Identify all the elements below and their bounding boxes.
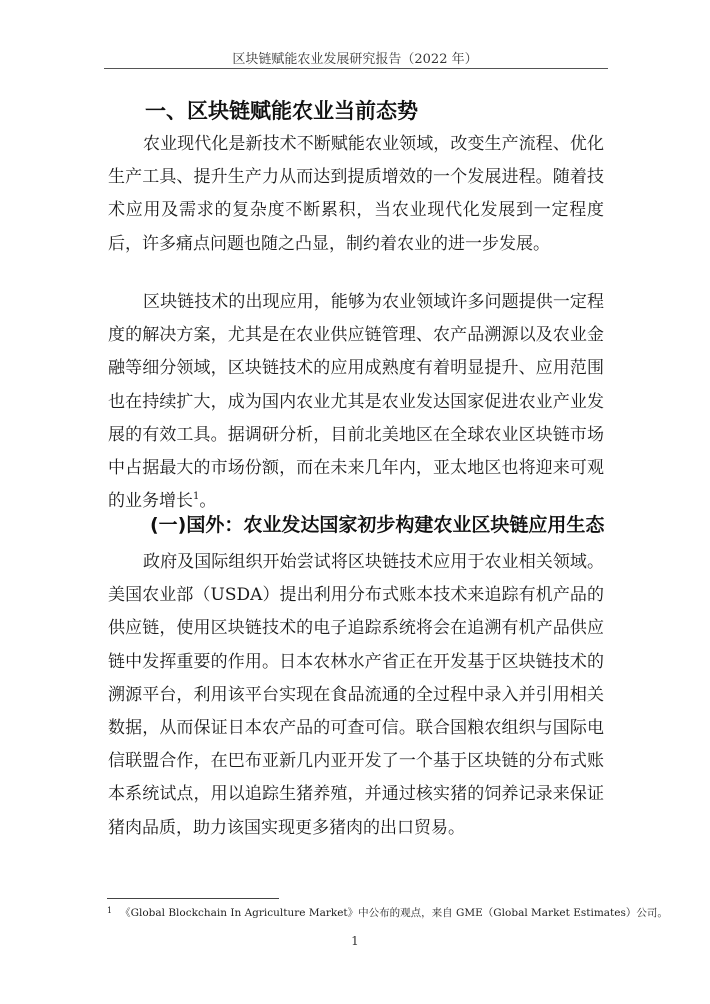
paragraph-text: 美国农业部（USDA）提出利用分布式账本技术来追踪有机产品的供应链，使用区块链技术的电子追踪系统将会在追溯有机产品供应链中发挥重要的作用。日本农林水产省正在开发基于区块链技术的溯源平台，利用该平台实现在食品流通的全过程中录入并引用相关数据，从而保证日本农产品的可查可信。联合国粮农组织与国际电信联盟合作，在巴布亚新几内亚开发了一个基于区块链的分布式账本系统试点，用以追踪生猪养殖，并通过核实猪的饲养记录来保证猪肉品质，助力该国实现更多猪肉的出口贸易。: [108, 585, 604, 838]
paragraph: [108, 546, 604, 845]
paragraph-end: 。: [199, 491, 217, 512]
lead-sentence: 政府及国际组织开始尝试将区块链技术应用于农业相关领域。: [143, 552, 604, 572]
paragraph-text: 农业现代化是新技术不断赋能农业领域，改变生产流程、优化生产工具、提升生产力从而达到提质增效的一个发展进程。随着技术应用及需求的复杂度不断累积，当农业现代化发展到一定程度后，许多痛点问题也随之凸显，制约着农业的进一步发展。: [108, 134, 604, 254]
footnote: [107, 905, 668, 920]
paragraph-text: 区块链技术的出现应用，能够为农业领域许多问题提供一定程度的解决方案，尤其是在农业供应链管理、农产品溯源以及农业金融等细分领域，区块链技术的应用成熟度有着明显提升、应用范围也在持续扩大，成为国内农业尤其是农业发达国家促进农业产业发展的有效工具。据调研分析，目前北美地区在全球农业区块链市场中占据最大的市场份额，而在未来几年内，亚太地区也将迎来可观的业务增长: [108, 292, 604, 512]
footnote-ref[interactable]: 1: [193, 491, 200, 503]
page-number: 1: [351, 934, 359, 948]
footnote-mark: 1: [107, 906, 113, 915]
paragraph: [108, 128, 604, 261]
footnote-text: 《Global Blockchain In Agriculture Market》中公布的观点，来自 GME（Global Market Estimates）公司。: [120, 907, 668, 919]
running-header: 区块链赋能农业发展研究报告（2022 年）: [232, 52, 478, 67]
header-rule: [104, 68, 608, 69]
subsection-heading: (一)国外：农业发达国家初步构建农业区块链应用生态: [150, 514, 605, 536]
footnote-rule: [107, 898, 279, 899]
section-heading: 一、区块链赋能农业当前态势: [145, 99, 418, 123]
paragraph: [108, 286, 604, 518]
